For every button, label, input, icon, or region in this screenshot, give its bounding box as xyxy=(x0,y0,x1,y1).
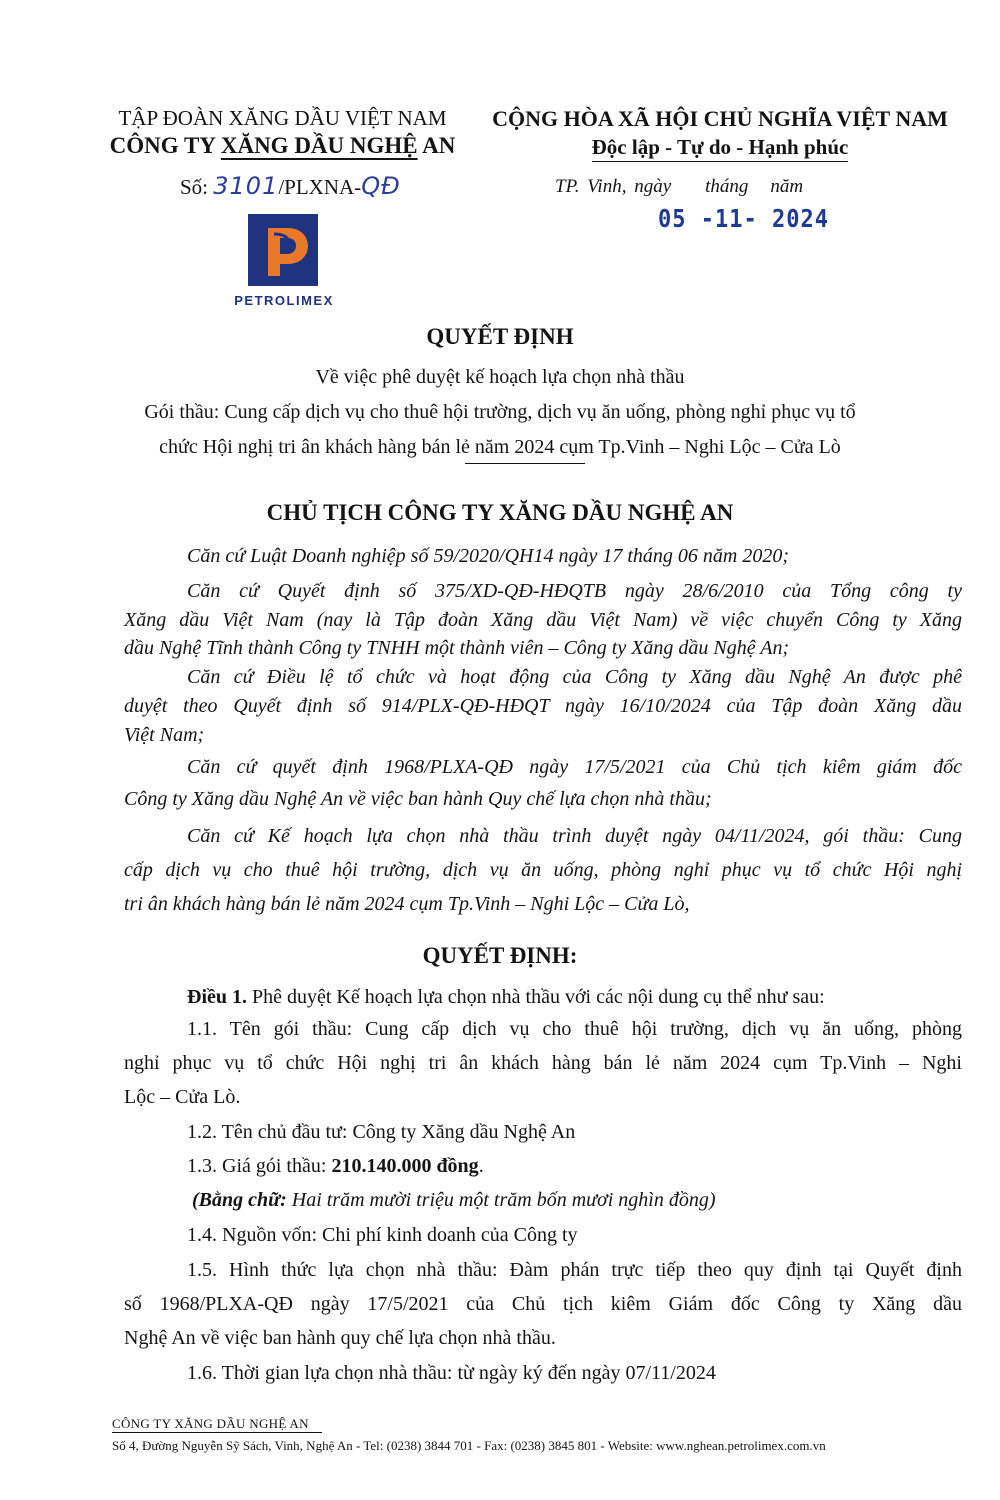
legal-basis-line: Căn cứ Luật Doanh nghiệp số 59/2020/QH14 ngày 17 tháng 06 năm 2020; xyxy=(187,545,790,567)
item-1-5: Nghệ An về việc ban hành quy chế lựa chọn nhà thầu. xyxy=(124,1327,556,1349)
legal-basis-line: Việt Nam; xyxy=(124,724,205,746)
petrolimex-logo-icon xyxy=(248,214,318,286)
authority-heading: CHỦ TỊCH CÔNG TY XĂNG DẦU NGHỆ AN xyxy=(266,500,734,525)
in-words-label: (Bằng chữ: xyxy=(192,1189,287,1211)
motto-text: Độc lập - Tự do - Hạnh phúc xyxy=(592,135,849,162)
legal-basis-line: Căn cứ Quyết định số 375/XD-QĐ-HĐQTB ngày 28/6/2010 của Tổng công ty xyxy=(187,580,962,602)
legal-basis-line: Căn cứ Điều lệ tổ chức và hoạt động của Công ty Xăng dầu Nghệ An được phê xyxy=(187,666,962,688)
footer-divider xyxy=(112,1432,322,1433)
footer-address: Số 4, Đường Nguyễn Sỹ Sách, Vinh, Nghệ An - Tel: (0238) 3844 701 - Fax: (0238) 3845 801 - Website: www.nghean.petrolimex.com.vn xyxy=(112,1438,826,1453)
article-1-text: Phê duyệt Kế hoạch lựa chọn nhà thầu với các nội dung cụ thể như sau: xyxy=(247,986,825,1008)
legal-basis-line: Xăng dầu Việt Nam (nay là Tập đoàn Xăng dầu Việt Nam) về việc chuyển Công ty Xăng xyxy=(124,609,962,631)
item-1-5: 1.5. Hình thức lựa chọn nhà thầu: Đàm phán trực tiếp theo quy định tại Quyết định xyxy=(187,1259,962,1281)
place-date-month: tháng xyxy=(705,176,749,197)
item-1-5: số 1968/PLXA-QĐ ngày 17/5/2021 của Chủ tịch kiêm Giám đốc Công ty Xăng dầu xyxy=(124,1293,962,1315)
item-1-2: 1.2. Tên chủ đầu tư: Công ty Xăng dầu Nghệ An xyxy=(187,1121,576,1143)
item-1-1: 1.1. Tên gói thầu: Cung cấp dịch vụ cho thuê hội trường, dịch vụ ăn uống, phòng xyxy=(187,1018,962,1040)
doc-number-mid: /PLXNA- xyxy=(278,175,362,199)
article-1-label: Điều 1. xyxy=(187,986,247,1008)
company-name-part1: CÔNG TY xyxy=(109,133,221,158)
item-1-3-end: . xyxy=(478,1155,484,1177)
decision-heading: QUYẾT ĐỊNH: xyxy=(422,943,578,968)
legal-basis-line: dầu Nghệ Tĩnh thành Công ty TNHH một thành viên – Công ty Xăng dầu Nghệ An; xyxy=(124,637,790,659)
legal-basis-line: Căn cứ quyết định 1968/PLXA-QĐ ngày 17/5/2021 của Chủ tịch kiêm giám đốc xyxy=(187,756,962,778)
subject-line-2: Gói thầu: Cung cấp dịch vụ cho thuê hội trường, dịch vụ ăn uống, phòng nghỉ phục vụ tổ xyxy=(144,401,856,423)
document-number xyxy=(180,172,401,200)
place-date xyxy=(555,176,803,198)
subject-line-1: Về việc phê duyệt kế hoạch lựa chọn nhà thầu xyxy=(315,366,685,388)
doc-number-handwritten: 3101 xyxy=(213,172,279,200)
group-name: TẬP ĐOÀN XĂNG DẦU VIỆT NAM xyxy=(118,106,447,130)
item-1-3-label: 1.3. Giá gói thầu: xyxy=(187,1155,332,1177)
package-price: 210.140.000 đồng xyxy=(331,1155,479,1177)
logo-text: PETROLIMEX xyxy=(234,293,334,308)
legal-basis-line: duyệt theo Quyết định số 914/PLX-QĐ-HĐQT ngày 16/10/2024 của Tập đoàn Xăng dầu xyxy=(124,695,962,717)
place-date-prefix: TP. Vinh, ngày xyxy=(555,176,672,197)
document-title: QUYẾT ĐỊNH xyxy=(426,324,574,349)
legal-basis-line: Công ty Xăng dầu Nghệ An về việc ban hành Quy chế lựa chọn nhà thầu; xyxy=(124,788,712,810)
stamped-date: 05 -11- 2024 xyxy=(658,205,829,234)
place-date-year: năm xyxy=(770,176,804,197)
company-name-part2: XĂNG DẦU NGHỆ xyxy=(220,133,418,158)
legal-basis-line: cấp dịch vụ cho thuê hội trường, dịch vụ ăn uống, phòng nghỉ phục vụ tổ chức Hội nghị xyxy=(124,859,962,881)
company-name-part3: AN xyxy=(417,133,456,158)
doc-number-suffix: QĐ xyxy=(361,172,401,200)
divider xyxy=(465,463,585,464)
company-name xyxy=(90,133,475,159)
legal-basis-line: Căn cứ Kế hoạch lựa chọn nhà thầu trình duyệt ngày 04/11/2024, gói thầu: Cung xyxy=(187,825,962,847)
item-1-1: nghỉ phục vụ tổ chức Hội nghị tri ân khách hàng bán lẻ năm 2024 cụm Tp.Vinh – Nghi xyxy=(124,1052,962,1074)
item-1-3 xyxy=(187,1155,484,1178)
in-words-text: Hai trăm mười triệu một trăm bốn mươi nghìn đồng) xyxy=(286,1189,716,1211)
country-name: CỘNG HÒA XÃ HỘI CHỦ NGHĨA VIỆT NAM xyxy=(492,106,948,131)
doc-number-prefix: Số: xyxy=(180,175,209,199)
subject-line-3: chức Hội nghị tri ân khách hàng bán lẻ năm 2024 cụm Tp.Vinh – Nghi Lộc – Cửa Lò xyxy=(159,436,841,458)
item-1-6: 1.6. Thời gian lựa chọn nhà thầu: từ ngày ký đến ngày 07/11/2024 xyxy=(187,1362,716,1384)
price-in-words xyxy=(192,1189,716,1212)
footer-company: CÔNG TY XĂNG DẦU NGHỆ AN xyxy=(112,1416,309,1431)
item-1-4: 1.4. Nguồn vốn: Chi phí kinh doanh của Công ty xyxy=(187,1224,578,1246)
national-motto xyxy=(480,135,960,160)
item-1-1: Lộc – Cửa Lò. xyxy=(124,1086,241,1108)
legal-basis-line: tri ân khách hàng bán lẻ năm 2024 cụm Tp.Vinh – Nghi Lộc – Cửa Lò, xyxy=(124,893,690,915)
article-1 xyxy=(187,986,825,1009)
